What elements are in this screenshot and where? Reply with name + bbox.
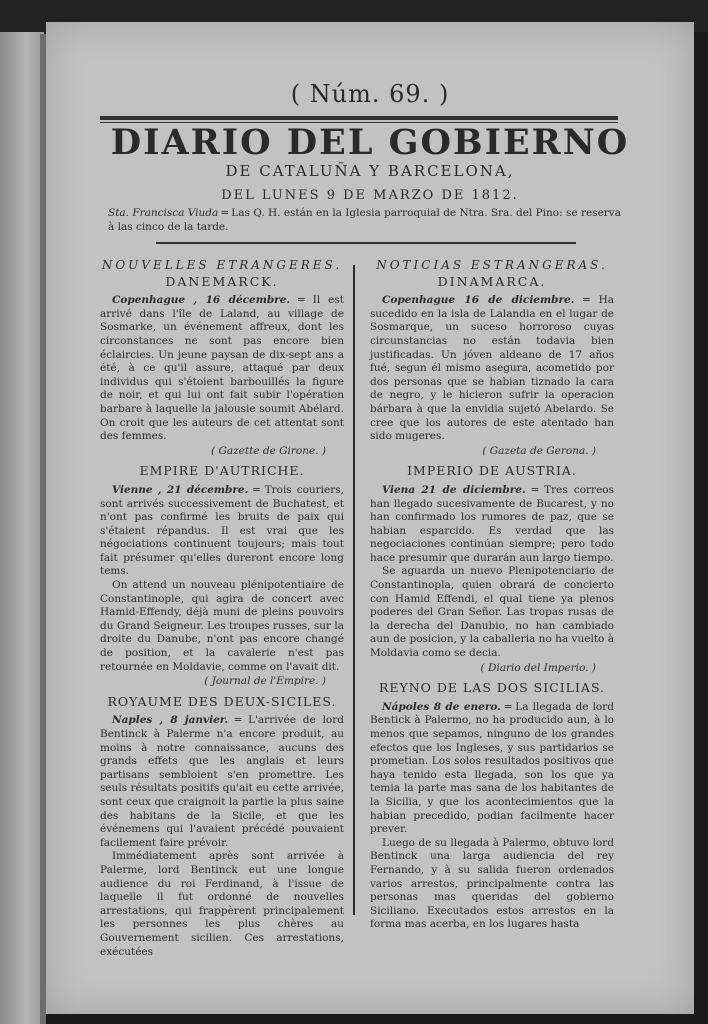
country-heading: REYNO DE LAS DOS SICILIAS. (378, 680, 606, 696)
article-text: La llegada de lord Bentick à Palermo, no ha producido aun, à lo menos que sepamos, ninguno de los grandes efectos que los Ingleses, y sus partidarios se prometian. Los solos resultados positivos que haya tenido esta llegada, son los que ya temia la parte mas sana de los habitantes de la Sicilia, y que los acontecimientos que la habian precedido, podian facilmente hacer prever. (370, 700, 614, 836)
article-paragraph: Copenhague 16 de diciembre. ═ Ha sucedido en la isla de Lalandia en el lugar de Sosmarque, un suceso horroroso cuyas circunstancias no están todavia bien justificadas. Un jóven aldeano de 17 años fué, segun él mismo asegura, acometido por dos personas que se habian tiznado la cara de negro, y le hicieron sufrir la operacion bárbara à que la envidia sujetó Abelardo. Se cree que los autores de este atentado han sido mugeres. (370, 294, 614, 443)
article-source: ( Gazeta de Gerona. ) (482, 444, 596, 457)
country-heading: IMPERIO DE AUSTRIA. (407, 463, 577, 479)
french-column (100, 259, 344, 959)
article-text: Trois couriers, sont arrivés successivement de Buchatest, et n'ont pas confirmé les bruits de paix qui s'étaient répandus. Il est vrai que les négociations continuent toujours; mais tout fait présumer qu'elles dureront encore long tems. (100, 483, 344, 578)
religious-notice: Sta. Francisca Viuda ═ Las Q. H. están en la Iglesia parroquial de Ntra. Sra. del Pino: se reserva à las cinco de la tarde. (108, 207, 621, 233)
facing-page-edge (0, 32, 44, 1024)
article-paragraph: Copenhague , 16 décembre. ═ Il est arrivé dans l'île de Laland, au village de Sosmarke, un événement affreux, dont les circonstances ne sont pas encore bien éclaircies. Un jeune paysan de dix-sept ans a été, à ce qu'il assure, attaqué par deux individus qui s'étoient barbouillés la figure de noir, et qui lui ont fait subir l'opération barbare à laquelle la jalousie soumit Abélard. On croit que les auteurs de cet attentat sont des femmes. (100, 294, 345, 443)
article-text: L'arrivée de lord Bentinck à Palerme n'a encore produit, au moins à notre connaissance, aucuns des grands effets que les anglais et leurs partisans sembloient s'en promettre. Les seuls résultats positifs qu'ait eu cette arrivée, sont ceux que craignoit la partie la plus saine des habitans de la Sicile, et que les événemens qui l'avaient précédé pouvaient facilement faire prévoir. (100, 714, 344, 849)
article-paragraph: On attend un nouveau plénipotentiaire de Constantinople, qui agira de concert avec Hamid-Effendy, déjà muni de pleins pouvoirs du Grand Seigneur. Les troupes russes, sur la droite du Danube, n'ont pas encore changé de position, et la cavalerie n'est pas retournée en Moldavie, comme on l'avait dit. (100, 579, 344, 673)
article-paragraph: Viena 21 de diciembre. ═ Tres correos han llegado sucesivamente de Bucarest, y no han confirmado los rumores de paz, que se habian esparcido. Es verdad que las negociaciones continúan siempre; pero todo hace presumir que durarán aun largo tiempo. (370, 483, 614, 564)
country-heading: DINAMARCA. (437, 273, 547, 289)
article-paragraph: Immédiatement après sont arrivée à Palerme, lord Bentinck eut une longue audience du roi Ferdinand, à l'issue de laquelle il fut ordonné de nouvelles arrestations, qui frappèrent principalement les personnes les plus chères au Gouvernement sicilien. Ces arrestations, exécutées (100, 850, 344, 958)
article-dateline: Naples , 8 janvier. (112, 714, 229, 727)
spanish-column (370, 259, 614, 932)
notice-text: Las Q. H. están en la Iglesia parroquial de Ntra. Sra. del Pino: se reserva à las cinco de la tarde. (108, 207, 621, 233)
country-heading: EMPIRE D'AUTRICHE. (139, 463, 305, 479)
section-title: NOUVELLES ETRANGERES. (101, 258, 343, 272)
article-dateline: Vienne , 21 décembre. (112, 483, 249, 496)
article-text: Tres correos han llegado sucesivamente de Bucarest, y no han confirmado los rumores de paz, que se habian esparcido. Es verdad que las negociaciones continúan siempre; pero todo hace presumir que durarán aun largo tiempo. (370, 483, 614, 564)
column-divider (353, 265, 355, 915)
newspaper-page (46, 22, 694, 1014)
country-heading: DANEMARCK. (165, 273, 279, 289)
article-paragraph: Naples , 8 janvier. ═ L'arrivée de lord Bentinck à Palerme n'a encore produit, au moins à notre connaissance, aucuns des grands effets que les anglais et leurs partisans sembloient s'en promettre. Les seuls résultats positifs qu'ait eu cette arrivée, sont ceux que craignoit la partie la plus saine des habitans de la Sicile, et que les événemens qui l'avaient précédé pouvaient facilement faire prévoir. (100, 714, 344, 849)
article-source: ( Gazette de Girone. ) (211, 444, 326, 457)
article-source: ( Journal de l'Empire. ) (204, 675, 326, 688)
article-text: Il est arrivé dans l'île de Laland, au village de Sosmarke, un événement affreux, dont les circonstances ne sont pas encore bien éclaircies. Un jeune paysan de dix-sept ans a été, à ce qu'il assure, attaqué par deux individus qui s'étoient barbouillés la figure de noir, et qui lui ont fait subir l'opération barbare à laquelle la jalousie soumit Abélard. On croit que les auteurs de cet attentat sont des femmes. (100, 294, 345, 443)
header-rule (100, 116, 618, 120)
article-dateline: Copenhague , 16 décembre. (112, 294, 291, 307)
notice-saint: Sta. Francisca Viuda (108, 207, 219, 219)
article-dateline: Viena 21 de diciembre. (382, 483, 526, 496)
article-paragraph: Nápoles 8 de enero. ═ La llegada de lord Bentick à Palermo, no ha producido aun, à lo menos que sepamos, ninguno de los grandes efectos que los Ingleses, y sus partidarios se prometian. Los solos resultados positivos que haya tenido esta llegada, son los que ya temia la parte mas sana de los habitantes de la Sicilia, y que los acontecimientos que la habian precedido, podian facilmente hacer prever. (370, 700, 614, 836)
masthead-title: DIARIO DEL GOBIERNO (110, 122, 630, 163)
article-paragraph: Vienne , 21 décembre. ═ Trois couriers, sont arrivés successivement de Buchatest, et n'ont pas confirmé les bruits de paix qui s'étaient répandus. Il est vrai que les négociations continuent toujours; mais tout fait présumer qu'elles dureront encore long tems. (100, 483, 344, 578)
issue-number: ( Núm. 69. ) (290, 80, 450, 108)
article-paragraph: Se aguarda un nuevo Plenipotenciario de Constantinopla, quien obrará de concierto con Hamid Effendi, el qual tiene ya plenos poderes del Gran Señor. Las tropas rusas de la derecha del Danubio, no han cambiado aun de posicion, y la caballeria no ha vuelto à Moldavia como se decia. (370, 565, 614, 660)
article-source: ( Diario del Imperio. ) (480, 661, 596, 674)
masthead-subtitle: DE CATALUÑA Y BARCELONA, (225, 162, 515, 180)
article-paragraph: Luego de su llegada à Palermo, obtuvo lord Bentinck una larga audiencia del rey Fernando, y à su salida fueron ordenados varios arrestos, principalmente contra las personas mas queridas del gobierno Siciliano. Executados estos arrestos en la forma mas acerba, en los lugares hasta (370, 836, 614, 931)
section-title: NOTICIAS ESTRANGERAS. (376, 258, 608, 272)
article-dateline: Copenhague 16 de diciembre. (382, 294, 575, 307)
country-heading: ROYAUME DES DEUX-SICILES. (107, 693, 337, 709)
dateline: DEL LUNES 9 DE MARZO DE 1812. (221, 188, 519, 203)
section-rule (156, 242, 576, 244)
article-dateline: Nápoles 8 de enero. (382, 700, 501, 713)
article-text: Ha sucedido en la isla de Lalandia en el lugar de Sosmarque, un suceso horroroso cuyas circunstancias no están todavia bien justificadas. Un jóven aldeano de 17 años fué, segun él mismo asegura, acometido por dos personas que se habian tiznado la cara de negro, y le hicieron sufrir la operacion bárbara à que la envidia sujetó Abelardo. Se cree que los autores de este atentado han sido mugeres. (370, 294, 614, 443)
